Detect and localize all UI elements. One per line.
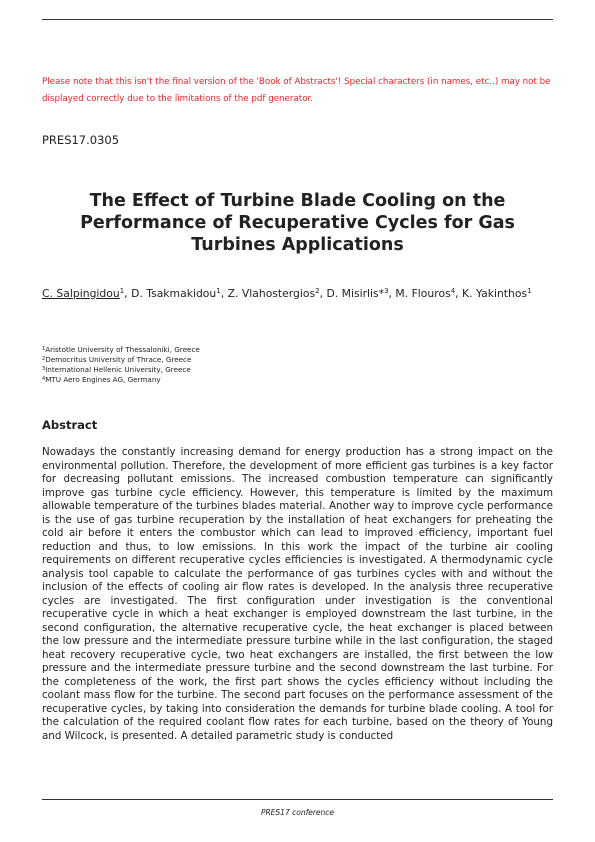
- affiliation-text: MTU Aero Engines AG, Germany: [45, 375, 161, 384]
- affiliation: [42, 375, 553, 385]
- affiliation-text: Aristotle University of Thessaloniki, Greece: [45, 345, 200, 354]
- author: M. Flouros$^4$,: [395, 287, 463, 300]
- author-name: D. Misirlis*: [326, 287, 385, 300]
- abstract-code: PRES17.0305: [42, 133, 120, 147]
- author-affiliation-index: 1: [119, 287, 125, 295]
- footer-text: PRES17 conference: [260, 808, 335, 817]
- affiliation-text: International Hellenic University, Greece: [45, 365, 191, 374]
- author-affiliation-index: 1: [216, 287, 221, 295]
- author: D. Tsakmakidou$^1$,: [131, 287, 228, 300]
- author: D. Misirlis*$^3$,: [326, 287, 396, 300]
- affiliation-index: 3: [42, 366, 46, 372]
- author-name: M. Flouros: [395, 287, 451, 300]
- author-affiliation-index: 1: [527, 287, 532, 295]
- abstract-heading: Abstract: [42, 418, 98, 432]
- affiliation-index: 1: [42, 346, 46, 352]
- author: [462, 287, 532, 300]
- affiliation: [42, 345, 553, 355]
- author-affiliation-index: 3: [384, 287, 389, 295]
- top-divider: [42, 19, 553, 20]
- author-list: [42, 287, 553, 301]
- affiliation-list: [42, 345, 553, 385]
- affiliation-text: Democritus University of Thrace, Greece: [45, 355, 192, 364]
- author-name: D. Tsakmakidou: [131, 287, 217, 300]
- author-affiliation-index: 2: [315, 287, 320, 295]
- paper-title: The Effect of Turbine Blade Cooling on the Performance of Recuperative Cycles for Gas Turbines Applications: [80, 191, 515, 255]
- author-name: K. Yakinthos: [462, 287, 528, 300]
- bottom-divider: [42, 799, 553, 800]
- author: C. Salpingidou$^1$,: [42, 287, 132, 300]
- affiliation: [42, 355, 553, 365]
- affiliation: [42, 365, 553, 375]
- author-name: C. Salpingidou: [42, 287, 120, 300]
- author-name: Z. Vlahostergios: [227, 287, 316, 300]
- affiliation-index: 4: [42, 376, 46, 382]
- draft-notice: Please note that this isn't the final version of the 'Book of Abstracts'! Special characters (in names, etc..) may not be displayed correctly due to the limitations of the pdf generator.: [42, 77, 551, 104]
- author: Z. Vlahostergios$^2$,: [227, 287, 327, 300]
- abstract-body: Nowadays the constantly increasing demand for energy production has a strong impact on the environmental pollution. Therefore, the development of more efficient gas turbines is a key factor for decreasing pollutant emissions. The increased combustion temperature can significantly improve gas turbine cycle efficiency. However, this temperature is limited by the maximum allowable temperature of the turbines blades material. Another way to improve cycle performance is the use of gas turbine recuperation by the installation of heat exchangers for preheating the cold air before it enters the combustor which can lead to improved efficiency, important fuel reduction and thus, to low emissions. In this work the impact of the turbine air cooling requirements on different recuperative cycles efficiencies is investigated. A thermodynamic cycle analysis tool capable to calculate the performance of gas turbines cycles with and without the inclusion of the effects of cooling air flow rates is developed. In the analysis three recuperative cycles are investigated. The first configuration under investigation is the conventional recuperative cycle in which a heat exchanger is employed downstream the last turbine, in the second configuration, the alternative recuperative cycle, the heat exchanger is placed between the low pressure and the intermediate pressure turbine while in the last configuration, the staged heat recovery recuperative cycle, two heat exchangers are installed, the first between the low pressure and the intermediate pressure turbine and the second downstream the last turbine. For the completeness of the work, the first part shows the cycles efficiency without including the coolant mass flow for the turbine. The second part focuses on the performance assessment of the recuperative cycles, by taking into consideration the demands for turbine blade cooling. A tool for the calculation of the required coolant flow rates for each turbine, based on the theory of Young and Wilcock, is presented. A detailed parametric study is conducted: [42, 446, 553, 742]
- affiliation-index: 2: [42, 356, 46, 362]
- author-affiliation-index: 4: [450, 287, 456, 295]
